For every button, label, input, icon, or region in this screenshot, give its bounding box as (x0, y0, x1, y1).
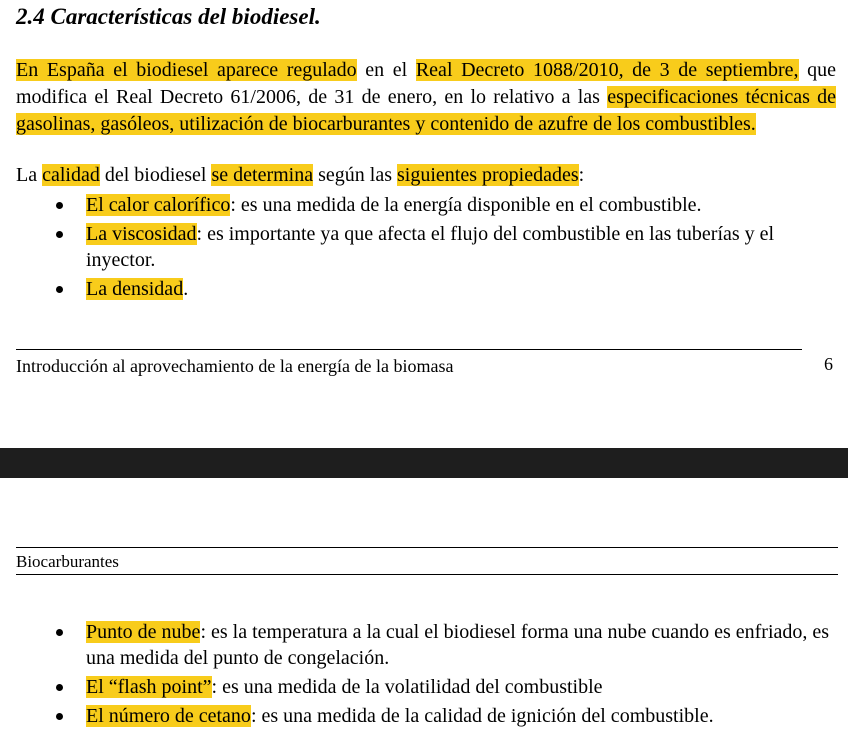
property-term: El número de cetano (86, 705, 251, 727)
page-number: 6 (824, 354, 833, 374)
page-break-bar (0, 448, 848, 478)
quality-text-2: del biodiesel (99, 164, 212, 186)
quality-text-3: según las (313, 164, 397, 186)
property-description: . (183, 278, 189, 300)
bullet-icon (56, 286, 63, 293)
quality-paragraph (16, 162, 836, 189)
highlight-regulated: En España el biodiesel aparece regulado (16, 59, 357, 81)
highlight-properties: siguientes propiedades (397, 164, 579, 186)
bullet-icon (56, 684, 63, 691)
quality-text-1: La (16, 164, 43, 186)
bullet-icon (56, 629, 63, 636)
property-term: La densidad (86, 278, 184, 300)
list-item (16, 619, 836, 671)
properties-list-page1 (16, 192, 836, 305)
property-description: : es la temperatura a la cual el biodiesel forma una nube cuando es enfriado, es una medida del punto de congelación. (86, 621, 830, 669)
property-term: La viscosidad (86, 223, 197, 245)
highlight-determined: se determina (211, 164, 314, 186)
property-term: El “flash point” (86, 676, 212, 698)
highlight-specifications: especificaciones técnicas de gasolinas, gasóleos, utilización de biocarburantes y contenido de azufre de los combustibles. (16, 86, 836, 135)
intro-text-2: que modifica el Real Decreto 61/2006, de 31 de enero, en lo relativo a las (16, 59, 837, 108)
footer-title: Introducción al aprovechamiento de la energía de la biomasa (16, 356, 454, 376)
intro-paragraph (16, 57, 836, 138)
footer-rule (16, 349, 802, 350)
bullet-icon (56, 713, 63, 720)
list-item (16, 703, 836, 729)
highlight-royal-decree: Real Decreto 1088/2010, de 3 de septiembre, (415, 59, 799, 81)
property-description: : es una medida de la calidad de ignición del combustible. (250, 705, 714, 727)
section-heading: 2.4 Características del biodiesel. (16, 4, 321, 29)
property-description: : es importante ya que afecta el flujo del combustible en las tuberías y el inyector. (86, 223, 775, 271)
list-item (16, 221, 836, 273)
properties-list-page2 (16, 619, 836, 732)
list-item (16, 674, 836, 700)
quality-text-4: : (578, 164, 585, 186)
header-rule-bottom (16, 574, 838, 575)
bullet-icon (56, 202, 63, 209)
header-rule-top (16, 547, 838, 548)
property-description: : es una medida de la volatilidad del combustible (211, 676, 603, 698)
property-term: El calor calorífico (86, 194, 231, 216)
highlight-quality: calidad (42, 164, 100, 186)
property-term: Punto de nube (86, 621, 201, 643)
list-item (16, 276, 836, 302)
intro-text-1: en el (356, 59, 416, 81)
property-description: : es una medida de la energía disponible en el combustible. (230, 194, 702, 216)
bullet-icon (56, 231, 63, 238)
list-item (16, 192, 836, 218)
running-header: Biocarburantes (16, 552, 119, 571)
